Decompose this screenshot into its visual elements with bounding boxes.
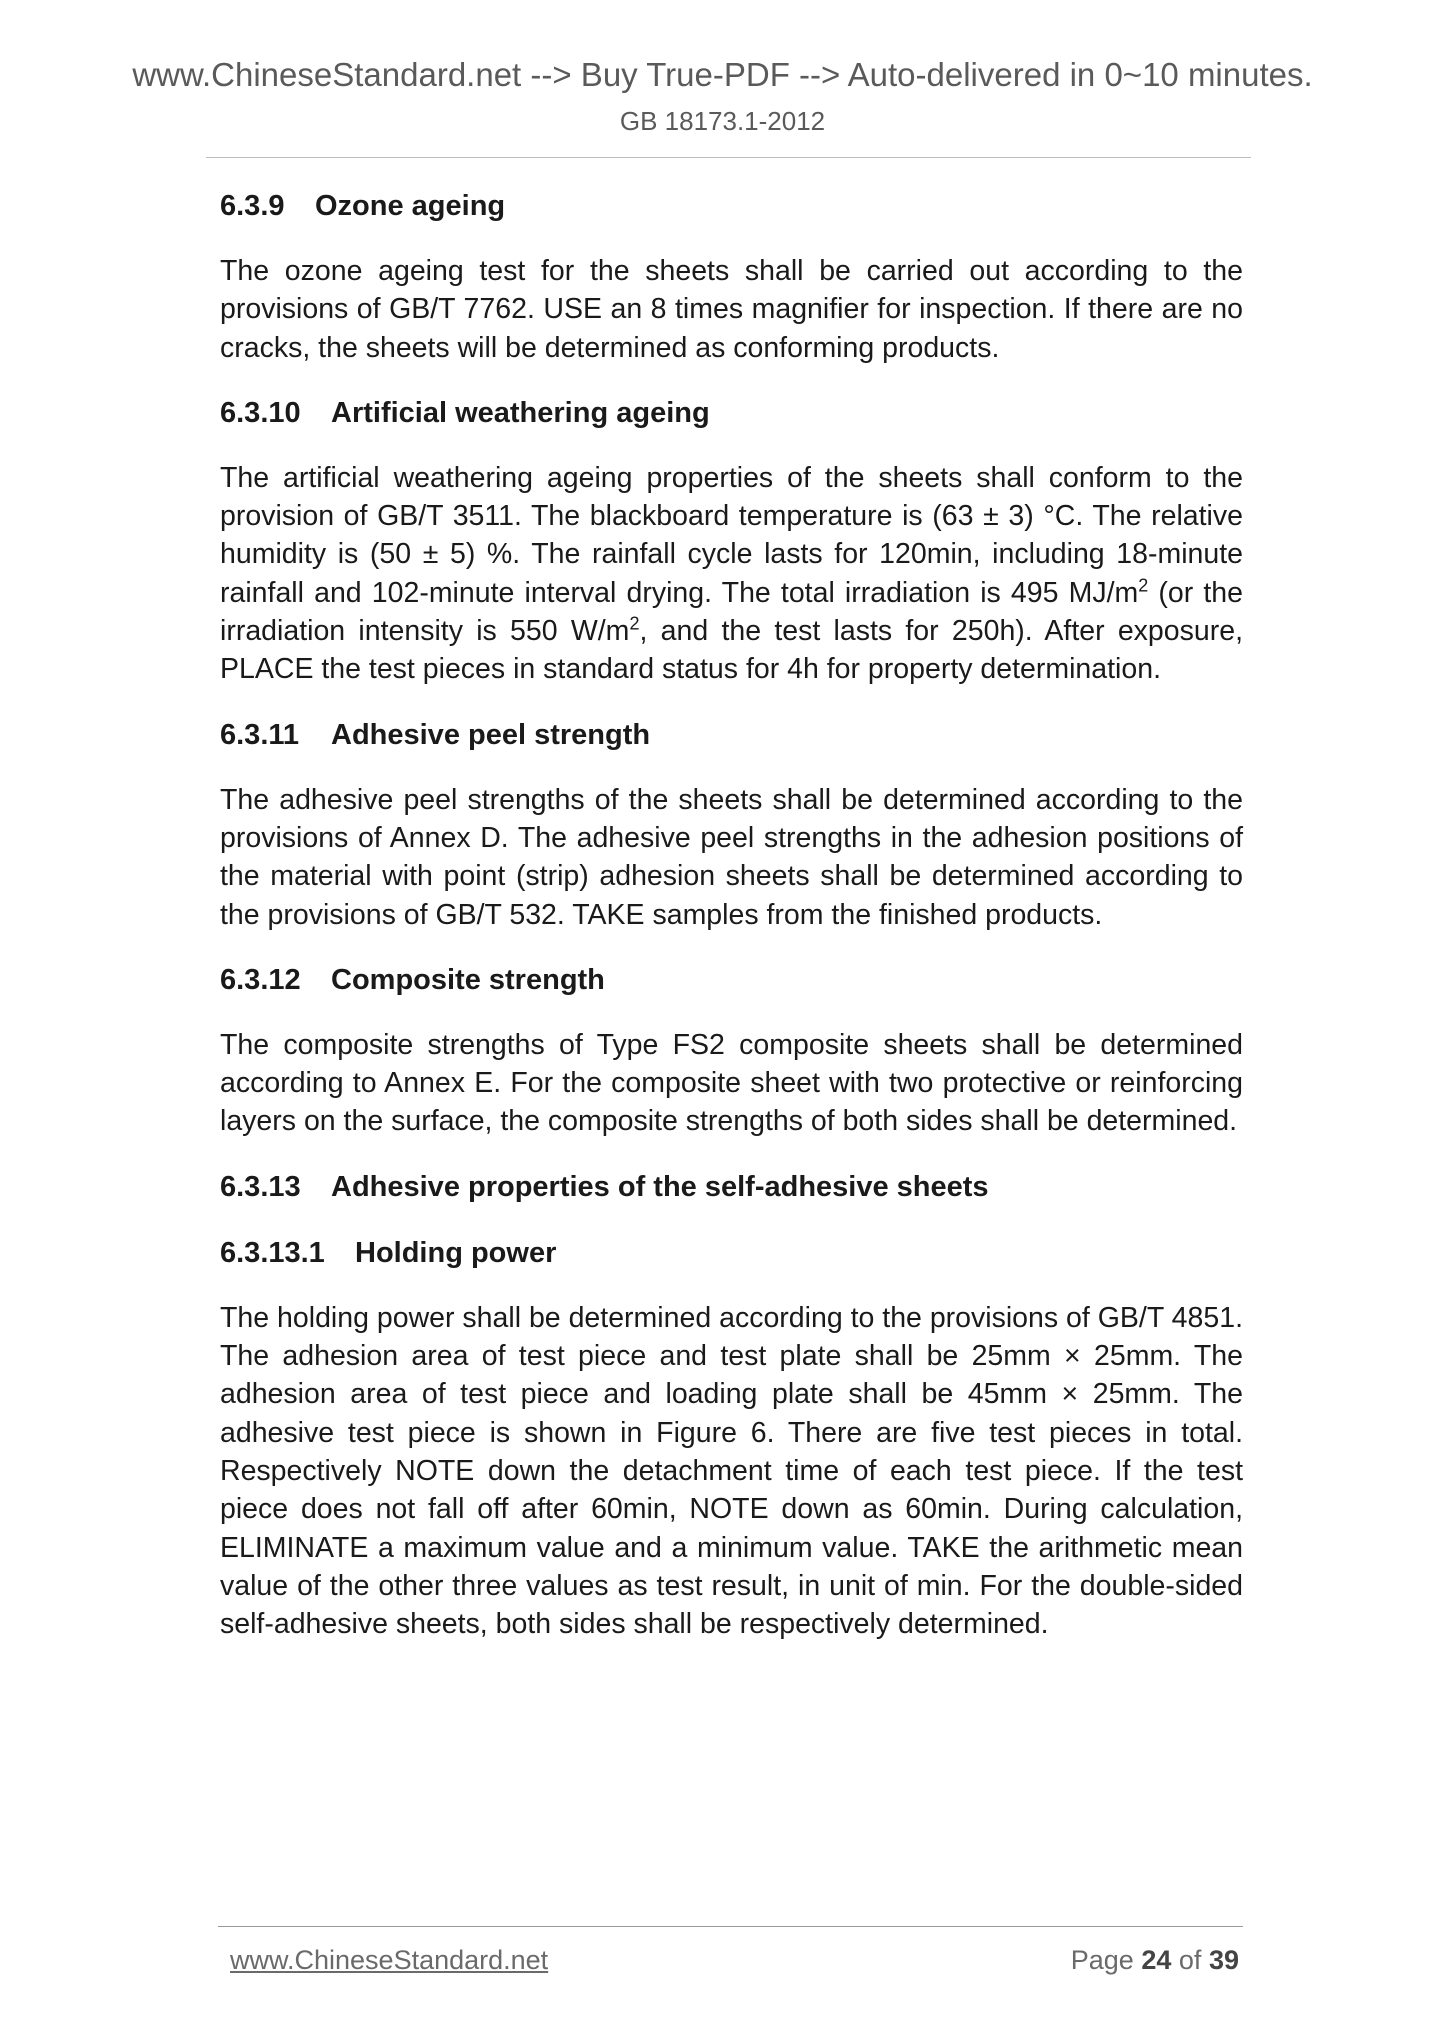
document-id: GB 18173.1-2012 <box>619 106 826 136</box>
section-number: 6.3.11 <box>220 718 300 751</box>
section-number: 6.3.13.1 <box>220 1236 325 1269</box>
section-heading-6-3-12 <box>220 960 1243 1000</box>
section-title: Adhesive peel strength <box>331 718 651 751</box>
paragraph-composite-strength: The composite strengths of Type FS2 composite sheets shall be determined according to Annex E. For the composite sheet with two protective or reinforcing layers on the surface, the composite strengths of both sides shall be determined. <box>220 1028 1243 1138</box>
section-heading-6-3-9 <box>220 186 1243 226</box>
section-heading-6-3-13 <box>220 1167 1243 1207</box>
text-segment: The artificial weathering ageing properties of the sheets shall conform to the provision of GB/T 3511. The blackboard temperature is (63 ± 3) °C. The relative humidity is (50 ± 5) %. The rainfall cycle lasts for 120min, including 18-minute rainfall and 102-minute interval drying. The total irradiation is 495 MJ/m <box>220 461 1243 609</box>
text-segment: (or the irradiation intensity is 550 W/m <box>220 576 1243 648</box>
section-title: Adhesive properties of the self-adhesive sheets <box>331 1170 989 1203</box>
paragraph-adhesive-peel-strength: The adhesive peel strengths of the sheets shall be determined according to the provisions of Annex D. The adhesive peel strengths in the adhesion positions of the material with point (strip) adhesion sheets shall be determined according to the provisions of GB/T 532. TAKE samples from the finished products. <box>220 783 1243 931</box>
of-word: of <box>1178 1945 1202 1975</box>
section-title: Artificial weathering ageing <box>331 396 710 429</box>
section-number: 6.3.12 <box>220 963 301 996</box>
footer-divider <box>218 1926 1243 1927</box>
section-title: Composite strength <box>331 963 605 996</box>
document-body <box>220 186 1243 1669</box>
paragraph-holding-power: The holding power shall be determined according to the provisions of GB/T 4851. The adhesion area of test piece and test plate shall be 25mm × 25mm. The adhesion area of test piece and loading plate shall be 45mm × 25mm. The adhesive test piece is shown in Figure 6. There are five test pieces in total. Respectively NOTE down the detachment time of each test piece. If the test piece does not fall off after 60min, NOTE down as 60min. During calculation, ELIMINATE a maximum value and a minimum value. TAKE the arithmetic mean value of the other three values as test result, in unit of min. For the double-sided self-adhesive sheets, both sides shall be respectively determined. <box>220 1301 1243 1641</box>
section-heading-6-3-10 <box>220 393 1243 433</box>
text-segment: , and the test lasts for 250h). After exposure, PLACE the test pieces in standard status for 4h for property determination. <box>220 615 1243 686</box>
page-word: Page <box>1070 1945 1134 1975</box>
paragraph-ozone-ageing: The ozone ageing test for the sheets shall be carried out according to the provisions of GB/T 7762. USE an 8 times magnifier for inspection. If there are no cracks, the sheets will be determined as conforming products. <box>220 255 1243 364</box>
page-number: 24 <box>1141 1945 1172 1975</box>
section-heading-6-3-11 <box>220 715 1243 755</box>
paragraph-artificial-weathering <box>220 459 1243 689</box>
section-heading-6-3-13-1 <box>220 1233 1243 1273</box>
section-title: Holding power <box>355 1236 557 1269</box>
section-number: 6.3.13 <box>220 1170 301 1203</box>
superscript: 2 <box>629 613 640 634</box>
footer-site-link[interactable]: www.ChineseStandard.net <box>230 1945 549 1975</box>
header-banner: www.ChineseStandard.net --> Buy True-PDF --> Auto-delivered in 0~10 minutes. <box>132 56 1313 93</box>
section-title: Ozone ageing <box>315 190 506 222</box>
page-indicator <box>1071 1945 1239 1976</box>
page-total: 39 <box>1208 1945 1239 1975</box>
section-number: 6.3.10 <box>220 396 301 429</box>
header-divider <box>206 157 1251 158</box>
section-number: 6.3.9 <box>220 190 285 222</box>
superscript: 2 <box>1138 575 1149 596</box>
